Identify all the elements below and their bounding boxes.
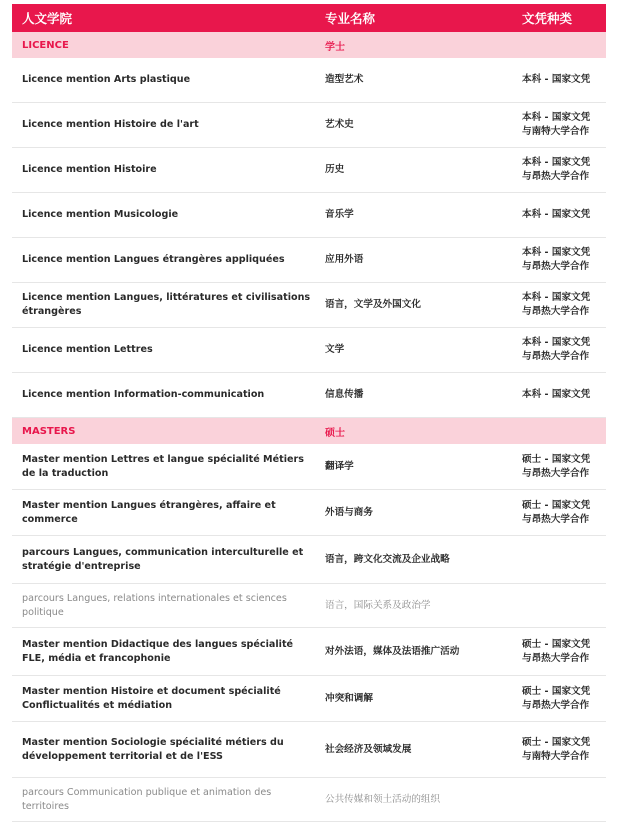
- program-name-fr: Master mention Sociologie spécialité métiers du développement territorial et de l'ESS: [22, 736, 284, 762]
- diploma-type: 本科 - 国家文凭 与昂热大学合作: [522, 292, 591, 317]
- diploma-type: 本科 - 国家文凭 与昂热大学合作: [522, 157, 591, 182]
- program-name-fr: Licence mention Musicologie: [22, 209, 179, 220]
- diploma-type: 本科 - 国家文凭: [522, 209, 591, 220]
- program-name-fr: parcours Langues, communication interculturelle et stratégie d'entreprise: [22, 546, 304, 572]
- section-label-cn: 学士: [325, 41, 345, 53]
- program-name-cn: 历史: [325, 164, 345, 175]
- diploma-type: 硕士 - 国家文凭 与南特大学合作: [522, 736, 591, 762]
- program-name-fr: Master mention Didactique des langues spécialité FLE, média et francophonie: [22, 638, 294, 664]
- program-name-cn: 音乐学: [325, 209, 354, 220]
- program-name-fr: Master mention Lettres et langue spécialité Métiers de la traduction: [22, 453, 304, 479]
- diploma-type: 硕士 - 国家文凭 与昂热大学合作: [522, 638, 591, 664]
- program-name-fr: Licence mention Lettres: [22, 344, 153, 355]
- program-name-cn: 造型艺术: [325, 74, 364, 85]
- program-name-fr: Licence mention Langues étrangères appliquées: [22, 254, 285, 265]
- program-name-fr: Licence mention Histoire de l'art: [22, 119, 199, 130]
- header-program-name: 专业名称: [325, 11, 376, 26]
- diploma-type: 硕士 - 国家文凭 与昂热大学合作: [522, 685, 591, 711]
- header-diploma-type: 文凭种类: [522, 11, 573, 26]
- table-row: [12, 328, 606, 373]
- section-label-fr: MASTERS: [22, 425, 76, 437]
- section-label-fr: LICENCE: [22, 39, 69, 51]
- table-row: [12, 628, 606, 676]
- program-name-cn: 语言，跨文化交流及企业战略: [325, 553, 450, 565]
- table-row: [12, 193, 606, 238]
- table-row: [12, 148, 606, 193]
- program-name-fr: parcours Langues, relations internationales et sciences politique: [22, 592, 287, 618]
- program-name-cn: 公共传媒和领土活动的组织: [325, 793, 441, 805]
- table-row: [12, 722, 606, 778]
- table-row: [12, 536, 606, 584]
- program-name-cn: 应用外语: [325, 254, 364, 265]
- table-row: [12, 373, 606, 418]
- program-name-cn: 艺术史: [325, 119, 354, 130]
- diploma-type: 硕士 - 国家文凭 与昂热大学合作: [522, 453, 591, 479]
- diploma-type: 本科 - 国家文凭: [522, 389, 591, 400]
- table-row: [12, 238, 606, 283]
- program-name-cn: 冲突和调解: [325, 692, 373, 704]
- table-row: [12, 283, 606, 328]
- diploma-type: 硕士 - 国家文凭 与昂热大学合作: [522, 499, 591, 525]
- section-header: [12, 32, 606, 58]
- table-header: [12, 4, 606, 32]
- program-name-cn: 语言，国际关系及政治学: [325, 599, 431, 611]
- program-name-fr: Licence mention Arts plastique: [22, 74, 191, 85]
- program-name-fr: Licence mention Information-communication: [22, 389, 265, 400]
- program-name-cn: 文学: [325, 344, 345, 355]
- program-name-fr: Master mention Langues étrangères, affaire et commerce: [22, 499, 276, 525]
- section-label-cn: 硕士: [325, 427, 345, 439]
- program-name-cn: 社会经济及领域发展: [325, 743, 412, 755]
- programs-table: [12, 4, 606, 822]
- table-body: [12, 32, 606, 822]
- table-row: [12, 490, 606, 536]
- program-name-fr: parcours Communication publique et animation des territoires: [22, 786, 272, 812]
- table-row: [12, 103, 606, 148]
- table-row: [12, 58, 606, 103]
- table-row: [12, 778, 606, 822]
- program-name-fr: Licence mention Histoire: [22, 164, 157, 175]
- table-row: [12, 676, 606, 722]
- diploma-type: 本科 - 国家文凭 与昂热大学合作: [522, 247, 591, 272]
- program-name-cn: 翻译学: [325, 460, 354, 472]
- diploma-type: 本科 - 国家文凭: [522, 74, 591, 85]
- table-row: [12, 584, 606, 628]
- diploma-type: 本科 - 国家文凭 与昂热大学合作: [522, 337, 591, 362]
- program-name-cn: 信息传播: [325, 389, 364, 400]
- section-header: [12, 418, 606, 444]
- program-name-cn: 对外法语，媒体及法语推广活动: [325, 645, 460, 657]
- program-name-fr: Master mention Histoire et document spécialité Conflictualités et médiation: [22, 685, 281, 711]
- program-name-fr: Licence mention Langues, littératures et civilisations étrangères: [22, 292, 311, 317]
- program-name-cn: 语言，文学及外国文化: [325, 299, 421, 310]
- program-name-cn: 外语与商务: [325, 506, 373, 518]
- header-faculty: 人文学院: [22, 11, 73, 26]
- table-row: [12, 444, 606, 490]
- diploma-type: 本科 - 国家文凭 与南特大学合作: [522, 112, 591, 137]
